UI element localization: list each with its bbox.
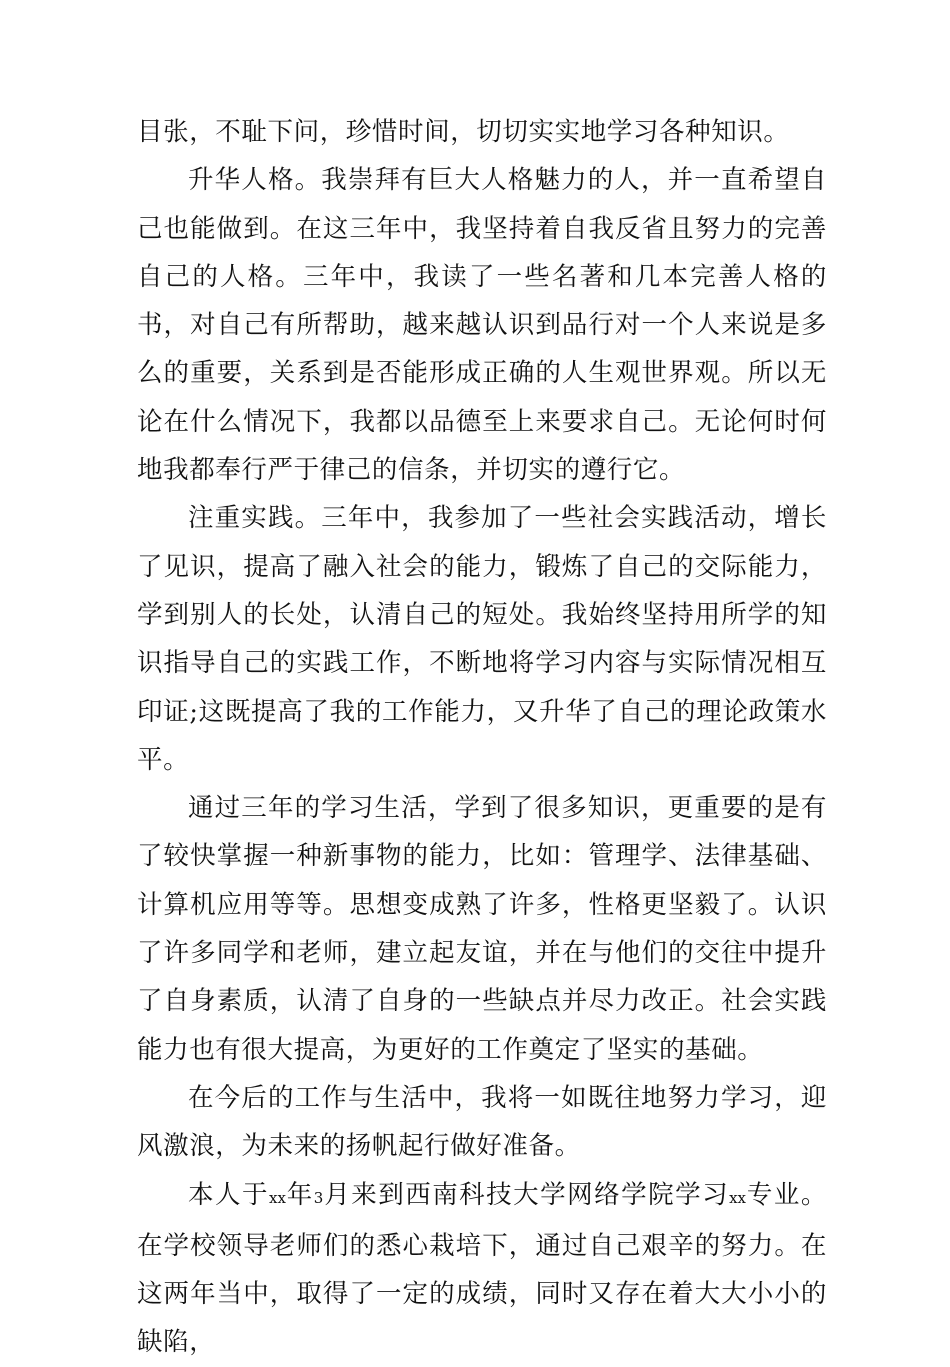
paragraph-1: 目张，不耻下问，珍惜时间，切切实实地学习各种知识。 <box>137 117 790 147</box>
major-placeholder: xx <box>729 1188 747 1207</box>
paragraph-3: 注重实践。三年中，我参加了一些社会实践活动，增长了见识，提高了融入社会的能力，锻炼了自己的交际能力，学到别人的长处，认清自己的短处。我始终坚持用所学的知识指导自己的实践工作，不断地将学习内容与实际情况相互印证;这既提高了我的工作能力，又升华了自己的理论政策水平。 <box>137 503 827 775</box>
paragraph-6 <box>137 1171 827 1367</box>
paragraph-6-part3: 月来到西南科技大学网络学院学习 <box>323 1179 730 1210</box>
paragraph-6-part4: 专业。在学校领导老师们的悉心栽培下，通过自己艰辛的努力。在这两年当中，取得了一定的成绩，同时又存在着大大小小的缺陷， <box>137 1179 827 1358</box>
month-value: 3 <box>313 1188 324 1207</box>
paragraph-6-part1: 本人于 <box>188 1179 269 1210</box>
paragraph-2: 升华人格。我崇拜有巨大人格魅力的人，并一直希望自己也能做到。在这三年中，我坚持着自我反省且努力的完善自己的人格。三年中，我读了一些名著和几本完善人格的书，对自己有所帮助，越来越认识到品行对一个人来说是多么的重要，关系到是否能形成正确的人生观世界观。所以无论在什么情况下，我都以品德至上来要求自己。无论何时何地我都奉行严于律己的信条，并切实的遵行它。 <box>137 165 827 486</box>
document-body <box>137 108 827 1367</box>
paragraph-4: 通过三年的学习生活，学到了很多知识，更重要的是有了较快掌握一种新事物的能力，比如：管理学、法律基础、计算机应用等等。思想变成熟了许多，性格更坚毅了。认识了许多同学和老师，建立起友谊，并在与他们的交往中提升了自身素质，认清了自身的一些缺点并尽力改正。社会实践能力也有很大提高，为更好的工作奠定了坚实的基础。 <box>137 793 827 1065</box>
paragraph-5: 在今后的工作与生活中，我将一如既往地努力学习，迎风激浪，为未来的扬帆起行做好准备。 <box>137 1082 827 1162</box>
year-placeholder: xx <box>268 1188 286 1207</box>
paragraph-6-part2: 年 <box>285 1179 314 1210</box>
